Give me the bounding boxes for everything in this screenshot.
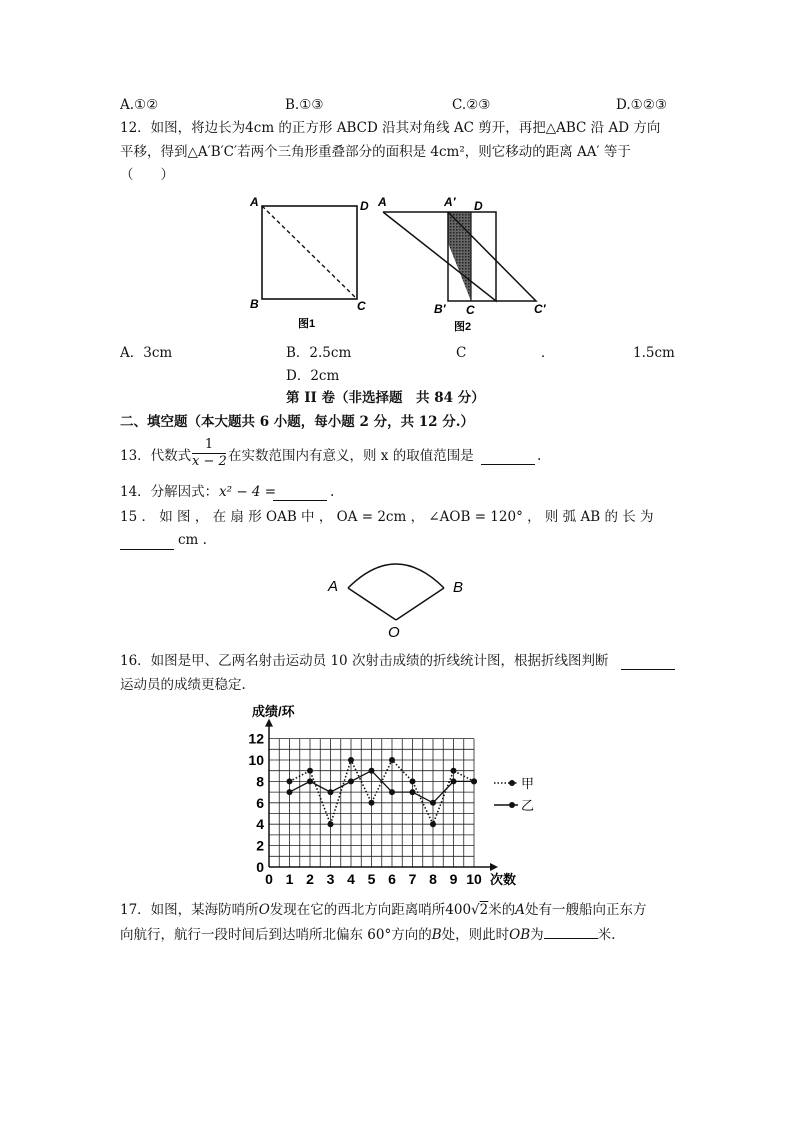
y-tick-label: 10 <box>248 752 264 768</box>
q14-prefix: 14．分解因式： <box>120 484 219 500</box>
q12-option-c-value: 1.5cm <box>633 345 675 361</box>
q17-line2-end: 米. <box>597 927 616 943</box>
q16-line2: 运动员的成绩更稳定. <box>120 677 246 693</box>
label-a: A <box>250 195 259 209</box>
x-tick-label: 9 <box>449 871 458 887</box>
label-b-prime: B′ <box>434 302 446 316</box>
x-tick-label: 2 <box>306 871 314 887</box>
label-sector-o: O <box>388 624 400 641</box>
q17-line2-pre: 向航行，航行一段时间后到达哨所北偏东 60°方向的 <box>120 927 432 943</box>
q12-option-a: A．3cm <box>120 345 173 361</box>
q17-line1-pre: 17．如图，某海防哨所 <box>120 902 259 918</box>
series-1-point <box>307 768 313 774</box>
section-2-title: 第 II 卷（非选择题 共 84 分） <box>286 390 485 406</box>
q13-prefix: 13．代数式 <box>120 448 192 464</box>
series-1-point <box>451 768 457 774</box>
q17-line1-mid: 发现在它的西北方向距离哨所 <box>269 902 446 918</box>
caption-fig1: 图1 <box>298 318 316 330</box>
score-line-chart <box>250 697 540 889</box>
y-tick-label: 0 <box>256 859 264 875</box>
q12-line1: 12．如图，将边长为4cm 的正方形 ABCD 沿其对角线 AC 剪开，再把△ABC 沿 AD 方向 <box>120 120 661 136</box>
y-axis-arrow <box>265 719 273 727</box>
q12-option-d: D．2cm <box>286 368 340 384</box>
label-a-prime: A′ <box>444 195 456 209</box>
label-c-2: C <box>466 303 475 317</box>
label-sector-b: B <box>453 579 464 596</box>
q11-option-c: C.②③ <box>452 97 491 113</box>
q13-answer-blank[interactable] <box>481 450 535 465</box>
q11-option-d: D.①②③ <box>616 97 667 113</box>
q17-line1-post: 处有一艘船向正东方 <box>525 902 647 918</box>
q12-figure-2 <box>378 190 553 340</box>
series-1-point <box>369 800 375 806</box>
label-b: B <box>250 297 259 311</box>
q17-radicand: 2 <box>479 902 489 918</box>
y-tick-label: 2 <box>256 837 264 854</box>
q17-line1-mid2: 米的 <box>488 902 516 918</box>
q15-unit: cm . <box>178 532 207 548</box>
q15-line1: 15 ． 如 图 ， 在 扇 形 OAB 中 ， OA = 2cm ， ∠AOB = 120° ， 则 弧 AB 的 长 为 <box>120 509 654 525</box>
triangle-adc <box>383 212 496 301</box>
q17-line2 <box>120 924 615 945</box>
x-tick-label: 1 <box>285 871 294 887</box>
x-tick-label: 3 <box>326 871 335 887</box>
q13-end: . <box>537 448 542 464</box>
x-tick-label: 10 <box>466 871 482 887</box>
legend-label-1: 甲 <box>521 776 535 791</box>
legend-label-2: 乙 <box>521 798 535 813</box>
q17-point-b: B <box>431 927 442 943</box>
q11-option-a: A.①② <box>120 97 159 113</box>
q16-line1: 16．如图是甲、乙两名射击运动员 10 次射击成绩的折线统计图，根据折线图判断 <box>120 653 609 669</box>
series-1-point <box>389 757 395 763</box>
label-d: D <box>360 199 369 213</box>
x-tick-label: 0 <box>265 871 273 887</box>
q12-option-b: B．2.5cm <box>286 345 352 361</box>
series-2-point <box>348 778 354 784</box>
series-2-point <box>451 778 457 784</box>
series-2-point <box>369 768 375 774</box>
x-axis-arrow <box>490 863 498 871</box>
q17-line2-mid: 处，则此时 <box>441 927 510 943</box>
series-1-point <box>328 821 334 827</box>
series-2-point <box>471 778 477 784</box>
caption-fig2: 图2 <box>454 321 472 333</box>
q17-segment-ob: OB <box>509 927 531 943</box>
arc-ab <box>348 564 444 588</box>
legend-marker-1 <box>509 780 515 786</box>
label-d-2: D <box>474 199 483 213</box>
q15-answer-blank[interactable] <box>120 535 174 550</box>
series-1-point <box>410 778 416 784</box>
q13-fraction <box>192 437 226 470</box>
diagonal-ac <box>262 206 357 299</box>
q17-point-o: O <box>258 902 270 918</box>
series-1-point <box>348 757 354 763</box>
label-c-prime: C′ <box>534 302 546 316</box>
y-tick-label: 8 <box>256 773 264 790</box>
x-tick-label: 5 <box>367 871 376 887</box>
x-tick-label: 6 <box>388 871 396 887</box>
q14-expression: x² − 4 = <box>219 484 277 500</box>
q16-answer-blank[interactable] <box>621 655 675 670</box>
series-2-point <box>389 789 395 795</box>
y-tick-label: 12 <box>248 730 264 747</box>
overlap-region <box>448 212 471 301</box>
y-tick-label: 4 <box>256 816 264 833</box>
x-tick-label: 4 <box>347 871 355 887</box>
y-axis-label: 成绩/环 <box>252 704 295 719</box>
q12-option-c-letter: C <box>456 345 467 361</box>
x-axis-label: 次数 <box>490 872 517 887</box>
x-tick-label: 8 <box>429 871 437 887</box>
label-sector-a: A <box>328 578 339 595</box>
q17-sqrt: √2 <box>471 902 489 918</box>
q12-answer-paren: （ ） <box>120 167 174 183</box>
q13-text: 在实数范围内有意义，则 x 的取值范围是 <box>228 448 474 464</box>
q17-answer-blank[interactable] <box>544 924 598 939</box>
series-2-point <box>287 789 293 795</box>
series-2-point <box>328 789 334 795</box>
q17-line2-mid2: 为 <box>530 927 544 943</box>
q17-coef: 400 <box>445 902 472 918</box>
q12-line2: 平移，得到△A′B′C′若两个三角形重叠部分的面积是 4cm²，则它移动的距离 AA′ 等于 <box>120 144 631 160</box>
y-tick-label: 6 <box>256 794 264 811</box>
q11-option-b: B.①③ <box>285 97 324 113</box>
label-c: C <box>357 299 366 313</box>
q14-end: . <box>330 484 335 500</box>
q12-figure-1 <box>240 190 380 340</box>
radius-ob <box>396 588 444 620</box>
series-2-point <box>430 800 436 806</box>
q14-answer-blank[interactable] <box>273 486 327 501</box>
series-2-point <box>307 778 313 784</box>
q17-line1 <box>120 900 647 920</box>
section-2-heading: 二、填空题（本大题共 6 小题，每小题 2 分，共 12 分.） <box>120 414 474 430</box>
x-tick-label: 7 <box>408 871 417 887</box>
series-2-point <box>410 789 416 795</box>
q12-option-c-dot: ． <box>541 345 555 361</box>
radius-oa <box>348 588 396 620</box>
label-a-2: A <box>378 195 387 209</box>
q17-point-a: A <box>515 902 525 918</box>
q13-denominator: x − 2 <box>192 454 227 469</box>
series-1-point <box>287 778 293 784</box>
series-1-point <box>430 821 436 827</box>
q15-sector-figure <box>320 548 480 644</box>
legend-marker-2 <box>509 802 515 808</box>
q13-numerator: 1 <box>204 437 214 452</box>
